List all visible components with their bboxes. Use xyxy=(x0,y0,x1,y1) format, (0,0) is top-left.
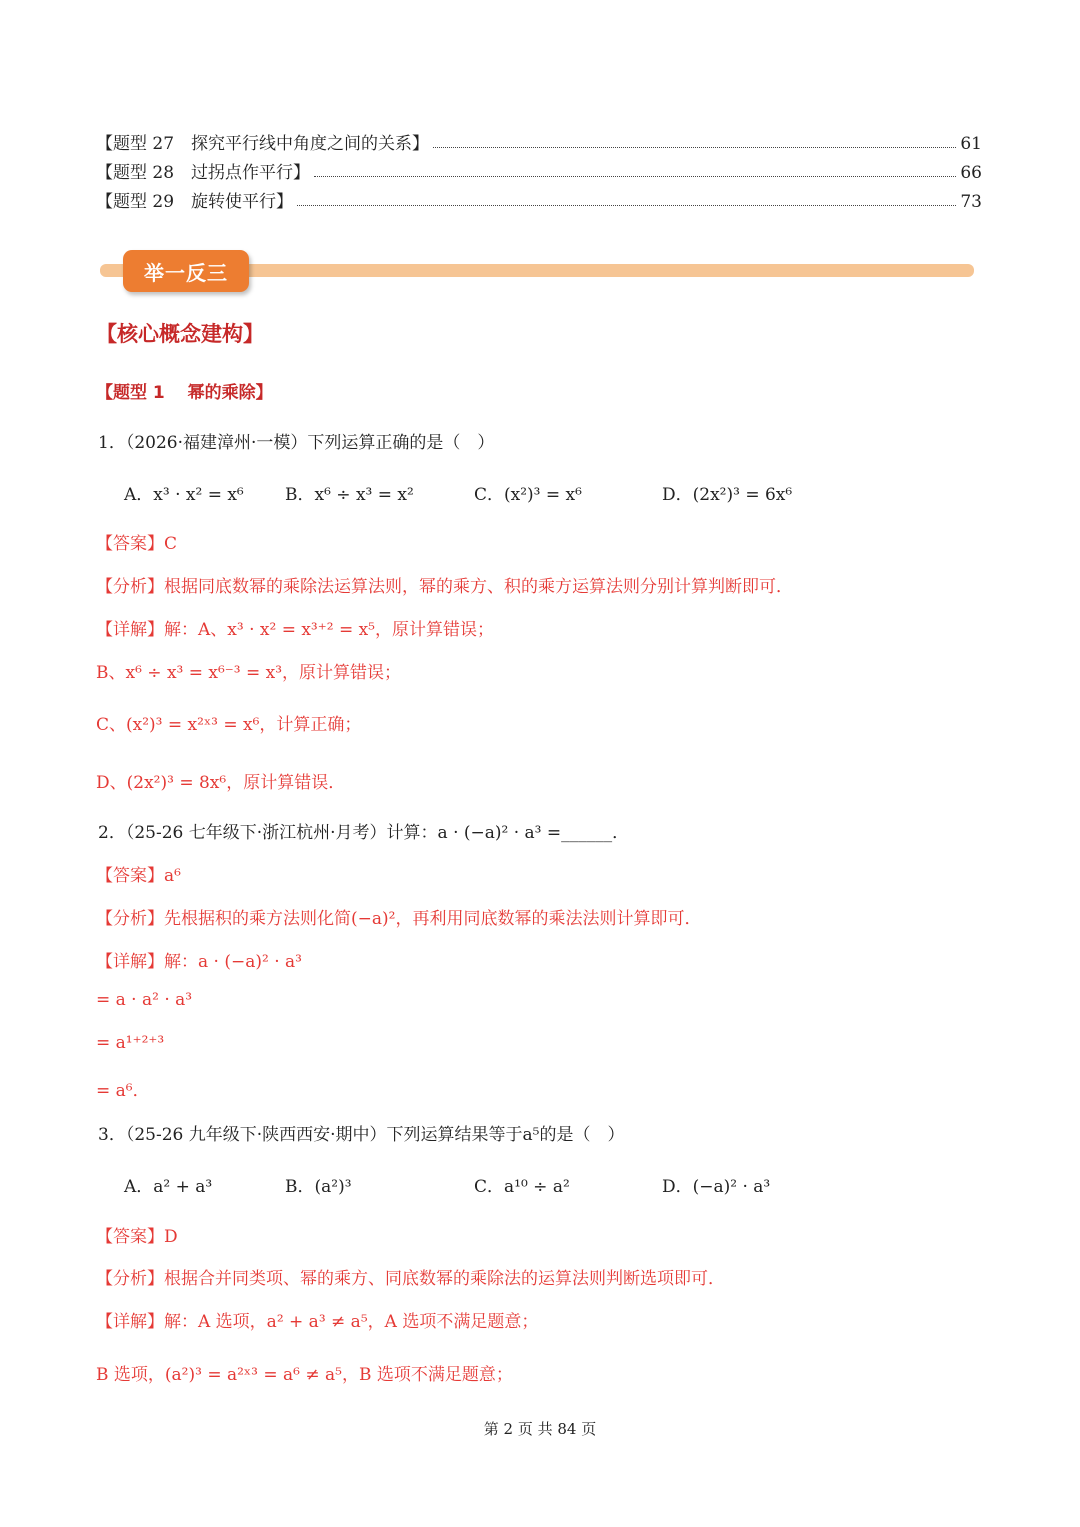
question-1-stem: 1．（2026·福建漳州·一模）下列运算正确的是（ ） xyxy=(98,433,495,453)
toc-page-number: 73 xyxy=(960,192,982,212)
question-3-option-b: B．(a²)³ xyxy=(285,1177,352,1197)
question-3-option-c: C．a¹⁰ ÷ a² xyxy=(474,1177,570,1197)
question-2-detail-line: = a · a² · a³ xyxy=(96,990,193,1010)
question-1-analysis: 【分析】根据同底数幂的乘除法运算法则，幂的乘方、积的乘方运算法则分别计算判断即可． xyxy=(96,577,793,597)
question-2-detail-line: = a⁶． xyxy=(96,1081,150,1101)
question-1-detail-line: D、(2x²)³ = 8x⁶，原计算错误． xyxy=(96,773,346,793)
question-2-stem: 2．（25-26 七年级下·浙江杭州·月考）计算：a · (−a)² · a³ =______． xyxy=(98,823,630,843)
toc-row[interactable] xyxy=(96,128,982,154)
toc-label: 【题型 29 旋转使平行】 xyxy=(96,192,294,212)
question-2-detail-line: 【详解】解：a · (−a)² · a³ xyxy=(96,952,302,972)
question-2-answer: 【答案】a⁶ xyxy=(96,866,181,886)
banner-tab: 举一反三 xyxy=(123,250,249,292)
question-3-detail-line: 【详解】解：A 选项，a² + a³ ≠ a⁵，A 选项不满足题意； xyxy=(96,1312,539,1332)
question-3-detail-line: B 选项，(a²)³ = a²ˣ³ = a⁶ ≠ a⁵，B 选项不满足题意； xyxy=(96,1365,513,1385)
question-3-analysis: 【分析】根据合并同类项、幂的乘方、同底数幂的乘除法的运算法则判断选项即可． xyxy=(96,1269,725,1289)
toc-leader-dots xyxy=(314,176,956,177)
question-3-option-d: D．(−a)² · a³ xyxy=(662,1177,771,1197)
toc-leader-dots xyxy=(297,205,956,206)
question-1-answer: 【答案】C xyxy=(96,534,178,554)
toc-label: 【题型 28 过拐点作平行】 xyxy=(96,163,311,183)
question-1-option-c: C．(x²)³ = x⁶ xyxy=(474,485,582,505)
page-footer: 第 2 页 共 84 页 xyxy=(483,1420,597,1438)
question-2-detail-line: = a¹⁺²⁺³ xyxy=(96,1033,165,1053)
toc-row[interactable] xyxy=(96,186,982,212)
section-title: 【核心概念建构】 xyxy=(96,322,264,346)
question-1-detail-line: 【详解】解：A、x³ · x² = x³⁺² = x⁵，原计算错误； xyxy=(96,620,494,640)
toc-page-number: 66 xyxy=(960,163,982,183)
toc-page-number: 61 xyxy=(960,134,982,154)
question-1-option-d: D．(2x²)³ = 6x⁶ xyxy=(662,485,793,505)
question-1-option-a: A．x³ · x² = x⁶ xyxy=(124,485,244,505)
toc-row[interactable] xyxy=(96,157,982,183)
question-3-option-a: A．a² + a³ xyxy=(124,1177,213,1197)
question-2-analysis: 【分析】先根据积的乘方法则化简(−a)²，再利用同底数幂的乘法法则计算即可． xyxy=(96,909,702,929)
question-1-detail-line: B、x⁶ ÷ x³ = x⁶⁻³ = x³，原计算错误； xyxy=(96,663,402,683)
toc-leader-dots xyxy=(433,147,956,148)
toc-label: 【题型 27 探究平行线中角度之间的关系】 xyxy=(96,134,430,154)
topic-title: 【题型 1 幂的乘除】 xyxy=(96,383,273,403)
question-1-detail-line: C、(x²)³ = x²ˣ³ = x⁶，计算正确； xyxy=(96,715,362,735)
question-3-stem: 3．（25-26 九年级下·陕西西安·期中）下列运算结果等于a⁵的是（ ） xyxy=(98,1125,625,1145)
question-1-option-b: B．x⁶ ÷ x³ = x² xyxy=(285,485,414,505)
question-3-answer: 【答案】D xyxy=(96,1227,178,1247)
